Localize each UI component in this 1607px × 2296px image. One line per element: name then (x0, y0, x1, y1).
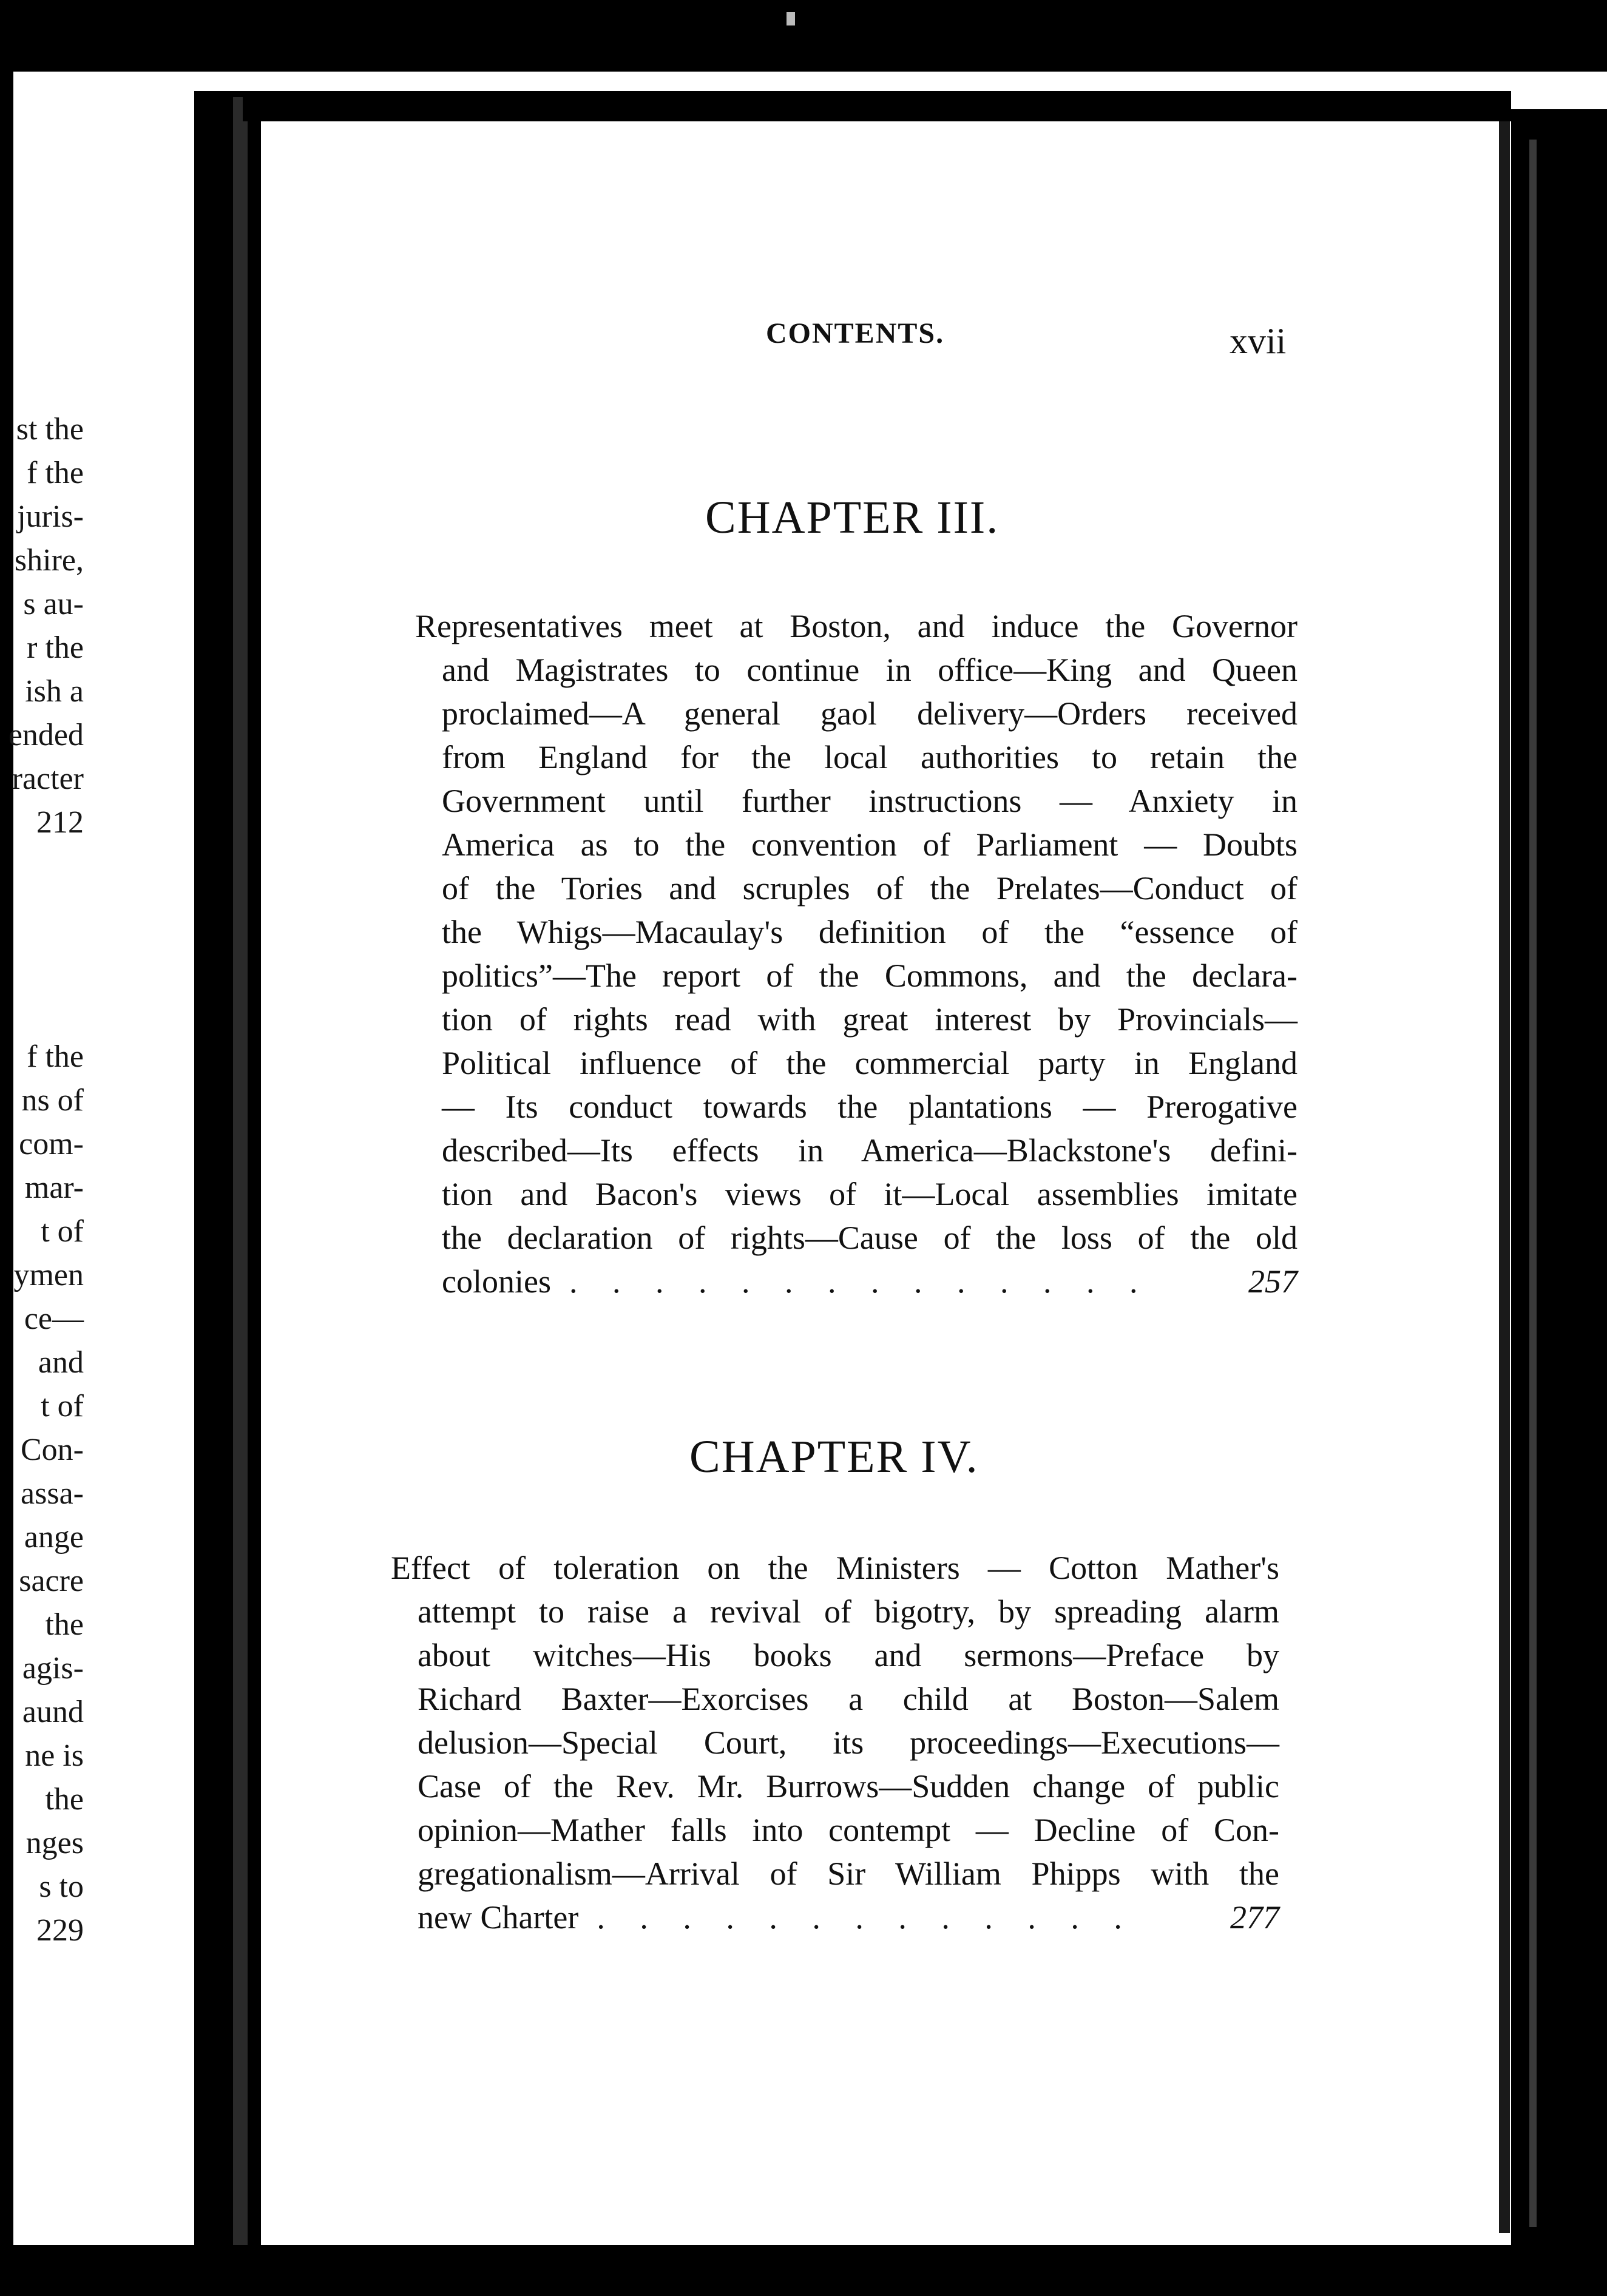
chapter-3-synopsis (415, 604, 1297, 1303)
facing-page-text-2 (13, 1035, 84, 1957)
chapter-4-synopsis (391, 1546, 1279, 1939)
synopsis-line: Case of the Rev. Mr. Burrows—Sudden change of public (418, 1768, 1279, 1805)
synopsis-line: delusion—Special Court, its proceedings—Executions— (418, 1724, 1279, 1761)
facing-page-fragment: juris- (17, 499, 84, 534)
facing-page-fragment: ange (24, 1520, 84, 1555)
synopsis-line: the Whigs—Macaulay's definition of the “essence of (442, 914, 1297, 950)
facing-page-fragment: 212 (36, 805, 84, 840)
facing-page-fragment: mar- (24, 1170, 84, 1205)
gutter-edge (233, 97, 248, 2245)
facing-page-fragment: Con- (21, 1433, 84, 1467)
synopsis-line: opinion—Mather falls into contempt — Decline of Con- (418, 1812, 1279, 1848)
facing-page-fragment: agis- (22, 1651, 84, 1686)
synopsis-last-line (418, 1896, 1279, 1939)
scan-right-border (1511, 109, 1607, 2245)
synopsis-line: Political influence of the commercial party in England (442, 1045, 1297, 1081)
facing-page-fragment: 229 (36, 1913, 84, 1948)
facing-page-fragment: r the (27, 630, 84, 665)
scan-top-shadow (243, 91, 1511, 121)
synopsis-last-line (442, 1260, 1297, 1303)
synopsis-line: attempt to raise a revival of bigotry, by spreading alarm (418, 1593, 1279, 1630)
page-number: xvii (1230, 321, 1287, 361)
synopsis-line: from England for the local authorities to retain the (442, 739, 1297, 775)
facing-page-fragment: the (45, 1607, 84, 1642)
facing-page-fragment: t of (41, 1214, 84, 1249)
running-head: CONTENTS. (766, 317, 945, 349)
facing-page-fragment: assa- (21, 1476, 84, 1511)
facing-page-fragment: ended (8, 718, 84, 752)
synopsis-line: about witches—His books and sermons—Preface by (418, 1637, 1279, 1673)
book-edge-strip (1529, 140, 1537, 2227)
synopsis-line: Richard Baxter—Exorcises a child at Boston—Salem (418, 1681, 1279, 1717)
synopsis-line: the declaration of rights—Cause of the loss of the old (442, 1220, 1297, 1256)
facing-page-fragment: ce— (24, 1302, 84, 1336)
scan-bottom-border (0, 2245, 1607, 2296)
facing-page-fragment: com- (19, 1127, 84, 1161)
synopsis-line-end: colonies (442, 1263, 551, 1300)
facing-page-fragment: ne is (25, 1738, 84, 1773)
facing-page-fragment: ns of (21, 1083, 84, 1118)
facing-page-fragment: ymen (13, 1258, 84, 1292)
chapter-3-page-ref: 257 (1248, 1263, 1297, 1300)
synopsis-line: and Magistrates to continue in office—King and Queen (442, 652, 1297, 688)
facing-page-fragment: ish a (25, 674, 84, 709)
chapter-4-heading: CHAPTER IV. (689, 1431, 979, 1482)
facing-page-fragment: sacre (19, 1564, 84, 1598)
book-gutter (194, 91, 261, 2251)
synopsis-line: — Its conduct towards the plantations — Prerogative (442, 1089, 1297, 1125)
synopsis-line: Government until further instructions — Anxiety in (442, 783, 1297, 819)
synopsis-line: described—Its effects in America—Blackstone's defini- (442, 1132, 1297, 1169)
facing-page-fragment: nges (25, 1826, 84, 1860)
facing-page-fragment: s au- (23, 587, 84, 621)
dot-leader: . . . . . . . . . . . . . . (569, 1263, 1151, 1300)
chapter-3-heading: CHAPTER III. (705, 492, 1000, 543)
chapter-4-page-ref: 277 (1230, 1899, 1279, 1936)
synopsis-line: politics”—The report of the Commons, and the declara- (442, 957, 1297, 994)
synopsis-line: of the Tories and scruples of the Prelates—Conduct of (442, 870, 1297, 907)
synopsis-line: America as to the convention of Parliament — Doubts (442, 826, 1297, 863)
facing-page-fragment: aund (22, 1695, 84, 1729)
facing-page-fragment: and (38, 1345, 84, 1380)
synopsis-line-end: new Charter (418, 1899, 579, 1936)
facing-page-fragment: f the (27, 456, 84, 490)
facing-page-fragment: st the (16, 412, 84, 447)
facing-page-fragment: shire, (14, 543, 84, 578)
synopsis-line: proclaimed—A general gaol delivery—Orders received (442, 695, 1297, 732)
synopsis-line: tion and Bacon's views of it—Local assemblies imitate (442, 1176, 1297, 1212)
facing-page-text-1 (8, 408, 84, 851)
dot-leader: . . . . . . . . . . . . . (597, 1899, 1135, 1936)
facing-page-fragment: t of (41, 1389, 84, 1423)
facing-page-fragment: racter (12, 761, 84, 796)
synopsis-line: tion of rights read with great interest by Provincials— (442, 1001, 1297, 1038)
synopsis-line: gregationalism—Arrival of Sir William Phipps with the (418, 1855, 1279, 1892)
facing-page-fragment: the (45, 1782, 84, 1817)
scan-mark (787, 12, 795, 25)
facing-page-fragment: f the (27, 1039, 84, 1074)
scan-top-border (0, 0, 1607, 72)
synopsis-line: Effect of toleration on the Ministers — Cotton Mather's (391, 1550, 1279, 1586)
facing-page-fragment: s to (39, 1869, 84, 1904)
synopsis-line: Representatives meet at Boston, and induce the Governor (415, 608, 1297, 644)
page-edge-strip (1499, 121, 1510, 2233)
